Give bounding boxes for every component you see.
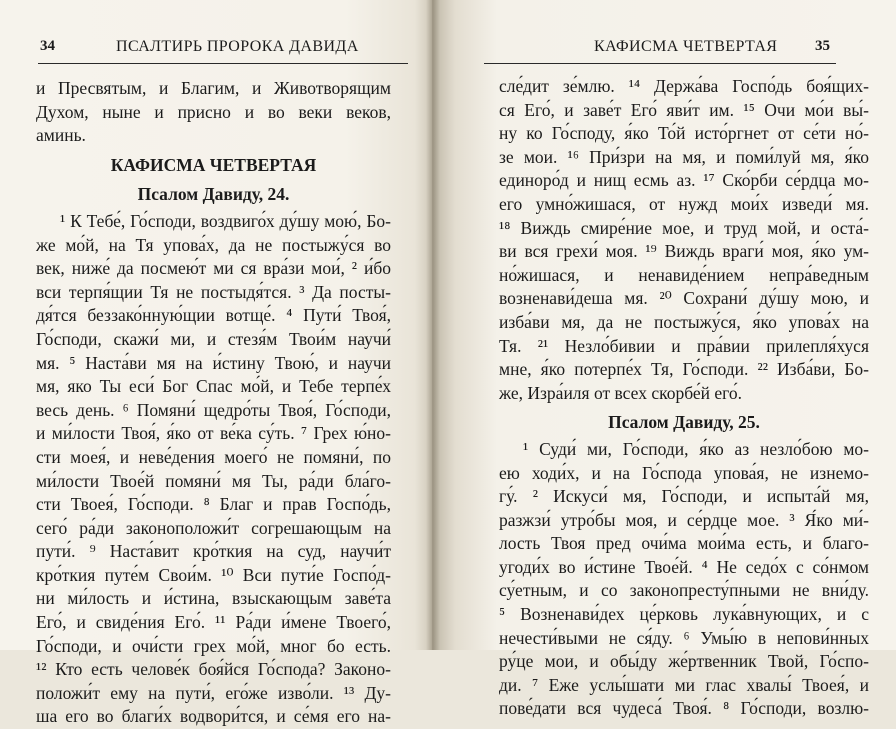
- text-line: мя. ⁵ Наста́ви мя на и́стину Твою́, и научи: [36, 352, 391, 373]
- text-line: гу́. ² Искуси́ мя, Го́споди, и испыта́й мя,: [499, 486, 869, 507]
- text-line: век, ниже́ да посмею́т ми ся вра́зи мои́, ² и́бо: [36, 258, 391, 279]
- text-line: но́жишася, и ненавиде́нием непра́ведным: [499, 264, 869, 285]
- text-line: изба́ви мя, да не постыжу́ся, я́ко упова́х на: [499, 311, 869, 332]
- text-line: сего́ ра́ди законоположи́т согрешающым на: [36, 517, 391, 538]
- text-line: лость Твоя пред очи́ма мои́ма есть, и благо-: [499, 533, 869, 554]
- text-line: и Пресвятым, и Благим, и Животворящим: [36, 78, 391, 98]
- text-line: ся Его́, и заве́т Его́ яви́т им. ¹⁵ Очи мо́и вы́-: [499, 99, 869, 120]
- text-line: ¹ К Тебе́, Го́споди, воздвиго́х ду́шу мою́, Бо-: [60, 210, 391, 231]
- text-line: ви вся грехи́ моя. ¹⁹ Виждь враги́ моя, я́ко ум-: [499, 241, 869, 262]
- text-line: же, Изра́иля от всех скорбе́й его́.: [499, 382, 743, 403]
- text-line: нечести́выми не ся́ду. ⁶ Умы́ю в непови́нных: [499, 627, 869, 648]
- text-line: дя́тся беззако́нную́щии вотще́. ⁴ Пути́ Твоя́,: [36, 305, 391, 326]
- page-number: 34: [40, 38, 55, 54]
- running-head: ПСАЛТИРЬ ПРОРОКА ДАВИДА: [116, 38, 359, 55]
- text-line: мя, яко Ты еси́ Бог Спас мо́й, и Тебе терпе́х: [36, 376, 391, 397]
- text-line: единоро́д и нищ есмь аз. ¹⁷ Ско́рби се́рдца мо-: [499, 170, 869, 191]
- header-rule: [38, 63, 408, 64]
- heading-line: Псалом Давиду, 25.: [608, 412, 760, 433]
- text-line: ми́лости Твое́й помяни́ мя Ты, ра́ди бла́го-: [36, 470, 391, 491]
- text-line: угоди́х во и́стине Твое́й. ⁴ Не седо́х с со́нмом: [499, 556, 869, 577]
- text-line: пути́. ⁹ Наста́вит кро́ткия на суд, научи́т: [36, 541, 391, 562]
- text-line: возненави́деша мя. ²⁰ Сохрани́ ду́шу мою, и: [499, 288, 869, 309]
- book-gutter: [426, 0, 440, 650]
- text-line: Го́споди, и очи́сти грех мо́й, мног бо есть.: [36, 635, 391, 656]
- running-head: КАФИСМА ЧЕТВЕРТАЯ: [594, 38, 778, 55]
- text-line: аминь.: [36, 125, 86, 146]
- text-line: ¹² Кто есть челове́к боя́йся Го́спода? Законо-: [36, 659, 391, 680]
- text-line: зе мои. ¹⁶ При́зри на мя, и поми́луй мя, я́ко: [499, 146, 869, 167]
- heading-line: Псалом Давиду, 24.: [137, 184, 290, 205]
- text-line: положи́т ему на пути́, его́же изво́ли. ¹³ Ду-: [36, 682, 391, 703]
- text-line: ру́це мои, и обы́ду же́ртвенник Твой, Го́спо-: [499, 651, 869, 672]
- text-line: сти моея́, и неве́дения моего́ не помяни́, по: [36, 446, 391, 467]
- text-line: ¹⁸ Виждь смире́ние мое, и труд мой, и оста́-: [499, 217, 869, 238]
- text-line: ди. ⁷ Еже услы́шати ми глас хвалы́ Твоея́, и: [499, 674, 869, 695]
- right-body-text: [499, 75, 869, 721]
- text-line: Тя. ²¹ Незло́бивии и пра́вии прилепля́хуся: [499, 335, 869, 356]
- text-line: ну ко Го́споду, я́ко То́й исто́ргнет от се́ти но́-: [499, 123, 869, 144]
- page-number: 35: [815, 38, 830, 54]
- text-line: весь день. ⁶ Помяни́ щедро́ты Твоя́, Го́споди,: [36, 399, 391, 420]
- text-line: пове́дати вся чудеса́ Твоя́. ⁸ Го́споди, возлю-: [499, 698, 869, 719]
- text-line: его умно́жишася, от нужд мои́х изведи́ мя.: [499, 193, 869, 214]
- text-line: су́етным, и со законопресту́пными не вни́ду.: [499, 580, 869, 601]
- text-line: и ми́лости Твоя́, я́ко от ве́ка су́ть. ⁷ Грех ю́но-: [36, 423, 391, 444]
- text-line: Го́споди, скажи́ ми, и стезя́м Твои́м научи́: [36, 328, 391, 349]
- header-rule: [484, 63, 836, 64]
- text-line: Духом, ныне и присно и во веки веков,: [36, 101, 391, 122]
- text-line: сле́дит зе́млю. ¹⁴ Держа́ва Госпо́дь боя́щих-: [499, 76, 869, 96]
- text-line: ею ходи́х, и на Го́спода упова́я, не изнемо-: [499, 462, 869, 483]
- text-line: ни ми́лость и и́стина, взыскающым заве́та: [36, 588, 391, 609]
- text-line: ¹ Суди́ ми, Го́споди, я́ко аз незло́бою мо-: [523, 438, 869, 459]
- text-line: разжзи́ утро́бы моя, и се́рдце мое. ³ Я́ко ми́-: [499, 509, 869, 530]
- left-page: [0, 0, 432, 727]
- left-body-text: [36, 77, 391, 729]
- text-line: вси терпя́щии Тя не постыдя́тся. ³ Да посты-: [36, 281, 391, 302]
- text-line: кро́ткия путе́м Свои́м. ¹⁰ Вси пути́е Госпо́д-: [36, 564, 391, 585]
- text-line: сти Твоея́, Го́споди. ⁸ Благ и прав Госпо́дь,: [36, 494, 391, 515]
- text-line: ша его во благи́х водвори́тся, и се́мя его на-: [36, 706, 391, 727]
- text-line: ⁵ Возненави́дех це́рковь лука́внующих, и с: [499, 604, 869, 625]
- heading-line: КАФИСМА ЧЕТВЕРТАЯ: [110, 154, 317, 175]
- text-line: же мо́й, на Тя упова́х, да не постыжу́ся во: [36, 234, 391, 255]
- right-page: [432, 0, 896, 719]
- text-line: мне, я́ко потерпе́х Тя, Го́споди. ²² Изба́ви, Бо-: [499, 359, 869, 380]
- text-line: Его́, и свиде́ния Его́. ¹¹ Ра́ди и́мене Твоего́,: [36, 612, 391, 633]
